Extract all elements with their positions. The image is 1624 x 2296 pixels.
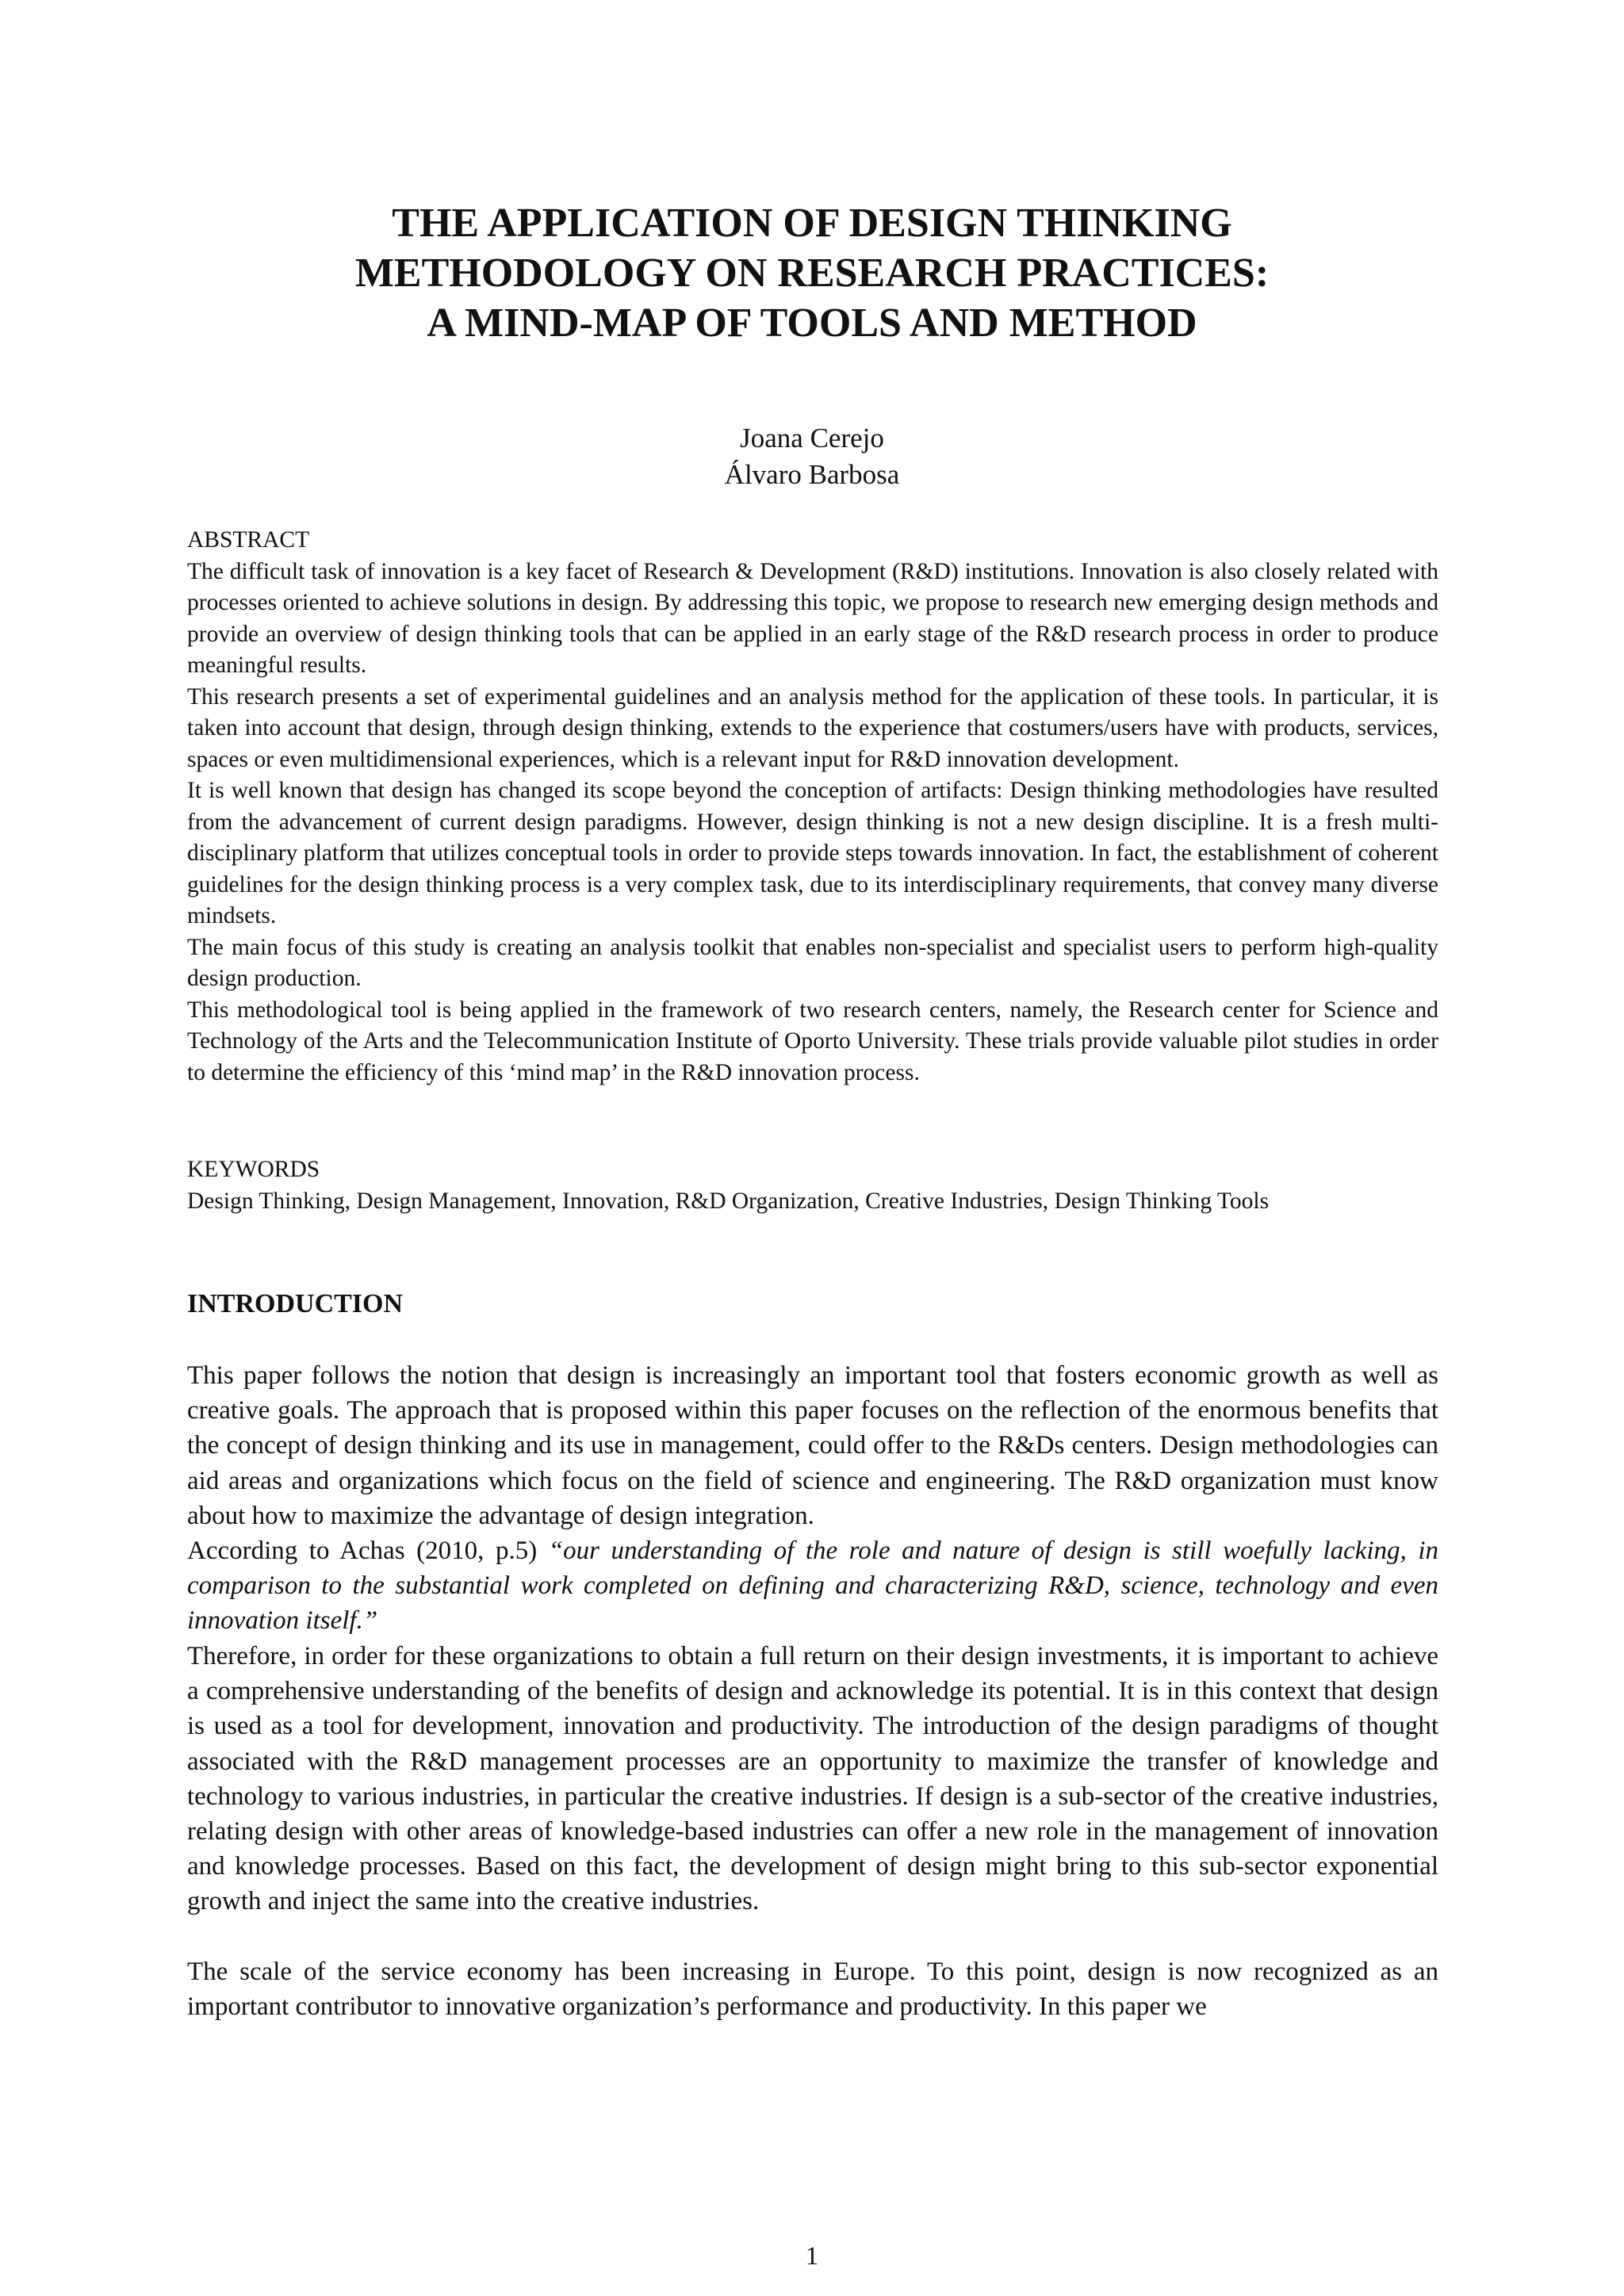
abstract-section	[187, 525, 1438, 1089]
title-line: THE APPLICATION OF DESIGN THINKING	[392, 201, 1232, 246]
introduction-paragraph-text: The scale of the service economy has been increasing in Europe. To this point, design is now recognized as an important contributor to innovative organization’s performance and productivity. In this paper we	[187, 1957, 1438, 2022]
abstract-paragraph: The difficult task of innovation is a key facet of Research & Development (R&D) institutions. Innovation is also closely related with processes oriented to achieve solutions in design. By addressing this topic, we propose to research new emerging design methods and provide an overview of design thinking tools that can be applied in an early stage of the R&D research process in order to produce meaningful results.	[187, 558, 1438, 678]
introduction-heading: INTRODUCTION	[187, 1289, 404, 1318]
author-name: Álvaro Barbosa	[724, 459, 900, 490]
introduction-paragraph-text: This paper follows the notion that design is increasingly an important tool that fosters economic growth as well as creative goals. The approach that is proposed within this paper focuses on the reflection of the enormous benefits that the concept of design thinking and its use in management, could offer to the R&Ds centers. Design methodologies can aid areas and organizations which focus on the field of science and engineering. The R&D organization must know about how to maximize the advantage of design integration.	[187, 1361, 1438, 1530]
title-line: METHODOLOGY ON RESEARCH PRACTICES:	[354, 251, 1270, 296]
abstract-paragraph: This research presents a set of experimental guidelines and an analysis method for the application of these tools. In particular, it is taken into account that design, through design thinking, extends to the experience that costumers/users have with products, services, spaces or even multidimensional experiences, which is a relevant input for R&D innovation development.	[187, 683, 1438, 772]
citation-paragraph	[187, 1533, 1438, 1639]
keywords-section	[187, 1154, 1438, 1217]
introduction-paragraph	[187, 1954, 1438, 2024]
paper-title	[187, 198, 1437, 348]
citation-lead: According to Achas (2010, p.5)	[187, 1536, 549, 1566]
keywords-heading: KEYWORDS	[187, 1157, 320, 1182]
title-line: A MIND-MAP OF TOOLS AND METHOD	[427, 300, 1197, 346]
block-quote: “our understanding of the role and nature of design is still woefully lacking, in comparison to the substantial work completed on defining and characterizing R&D, science, technology and even innovation itself.”	[187, 1536, 1438, 1636]
introduction-paragraph-text: Therefore, in order for these organizations to obtain a full return on their design investments, it is important to achieve a comprehensive understanding of the benefits of design and acknowledge its potential. It is in this context that design is used as a tool for development, innovation and productivity. The introduction of the design paradigms of thought associated with the R&D management processes are an opportunity to maximize the transfer of knowledge and technology to various industries, in particular the creative industries. If design is a sub-sector of the creative industries, relating design with other areas of knowledge-based industries can offer a new role in the management of innovation and knowledge processes. Based on this fact, the development of design might bring to this sub-sector exponential growth and inject the same into the creative industries.	[187, 1642, 1438, 1916]
abstract-heading: ABSTRACT	[187, 527, 310, 553]
introduction-paragraph	[187, 1358, 1438, 1639]
abstract-paragraph: It is well known that design has changed its scope beyond the conception of artifacts: Design thinking methodologies have resulted from the advancement of current design paradigms. However, design thinking is not a new design discipline. It is a fresh multi-disciplinary platform that utilizes conceptual tools in order to provide steps towards innovation. In fact, the establishment of coherent guidelines for the design thinking process is a very complex task, due to its interdisciplinary requirements, that convey many diverse mindsets.	[187, 778, 1438, 928]
abstract-paragraph: This methodological tool is being applied in the framework of two research centers, namely, the Research center for Science and Technology of the Arts and the Telecommunication Institute of Oporto University. These trials provide valuable pilot studies in order to determine the efficiency of this ‘mind map’ in the R&D innovation process.	[187, 997, 1438, 1085]
author-list	[187, 420, 1437, 493]
introduction-paragraph	[187, 1639, 1438, 1919]
abstract-paragraph: The main focus of this study is creating an analysis toolkit that enables non-specialist and specialist users to perform high-quality design production.	[187, 934, 1438, 991]
author-name: Joana Cerejo	[740, 423, 884, 453]
keywords-list: Design Thinking, Design Management, Innovation, R&D Organization, Creative Industries, Design Thinking Tools	[187, 1188, 1270, 1214]
page-number: 1	[805, 2242, 819, 2271]
